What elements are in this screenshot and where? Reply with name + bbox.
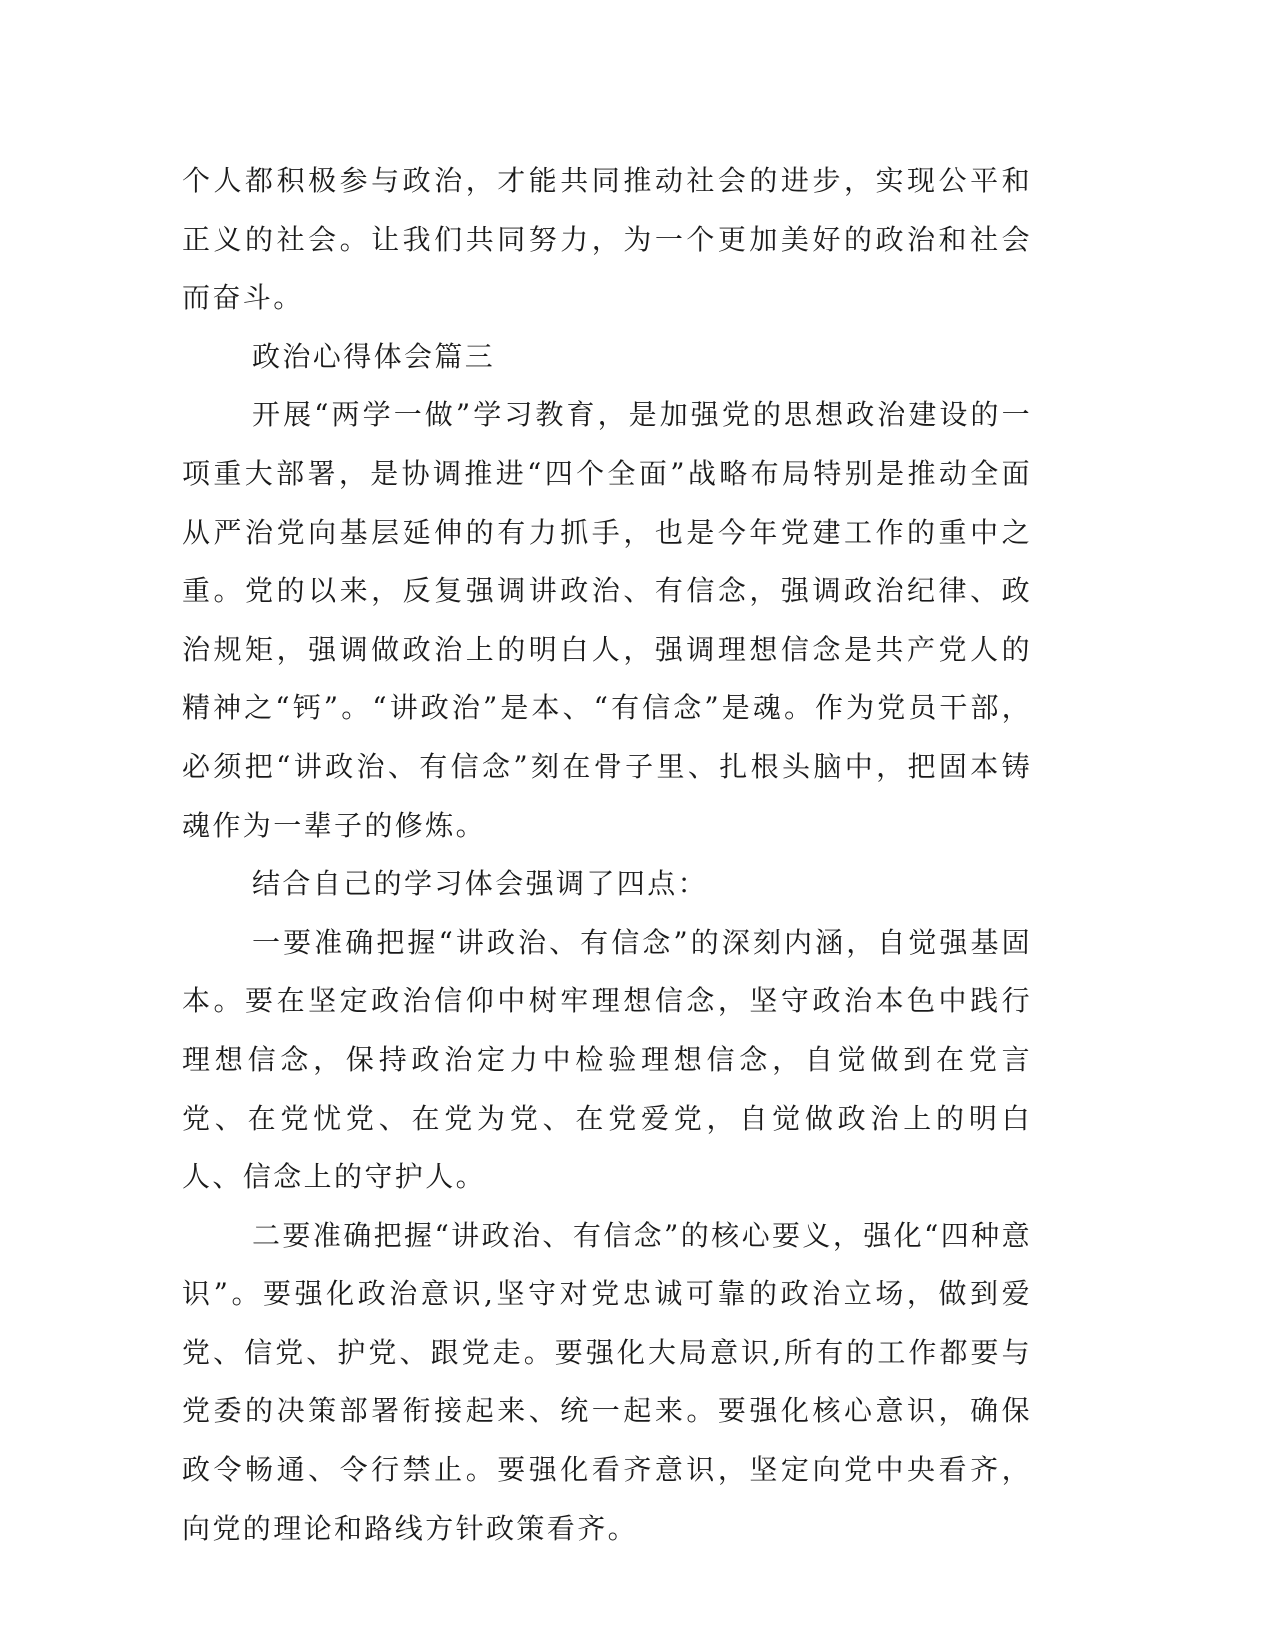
document-body [182, 152, 1032, 1558]
paragraph-point-two: 二要准确把握“讲政治、有信念”的核心要义，强化“四种意识”。要强化政治意识,坚守对党忠诚可靠的政治立场，做到爱党、信党、护党、跟党走。要强化大局意识,所有的工作都要与党委的决策部署衔接起来、统一起来。要强化核心意识，确保政令畅通、令行禁止。要强化看齐意识，坚定向党中央看齐，向党的理论和路线方针政策看齐。 [182, 1218, 1032, 1545]
paragraph-continuation: 个人都积极参与政治，才能共同推动社会的进步，实现公平和正义的社会。让我们共同努力，为一个更加美好的政治和社会而奋斗。 [182, 164, 1032, 315]
section-heading: 政治心得体会篇三 [252, 339, 496, 373]
paragraph-point-one: 一要准确把握“讲政治、有信念”的深刻内涵，自觉强基固本。要在坚定政治信仰中树牢理想信念，坚守政治本色中践行理想信念，保持政治定力中检验理想信念，自觉做到在党言党、在党忧党、在党为党、在党爱党，自觉做政治上的明白人、信念上的守护人。 [182, 925, 1032, 1194]
paragraph-intro: 开展“两学一做”学习教育，是加强党的思想政治建设的一项重大部署，是协调推进“四个全面”战略布局特别是推动全面从严治党向基层延伸的有力抓手，也是今年党建工作的重中之重。党的以来，反复强调讲政治、有信念，强调政治纪律、政治规矩，强调做政治上的明白人，强调理想信念是共产党人的精神之“钙”。“讲政治”是本、“有信念”是魂。作为党员干部，必须把“讲政治、有信念”刻在骨子里、扎根头脑中，把固本铸魂作为一辈子的修炼。 [182, 398, 1032, 842]
paragraph-four-points-lead: 结合自己的学习体会强调了四点： [252, 867, 709, 901]
